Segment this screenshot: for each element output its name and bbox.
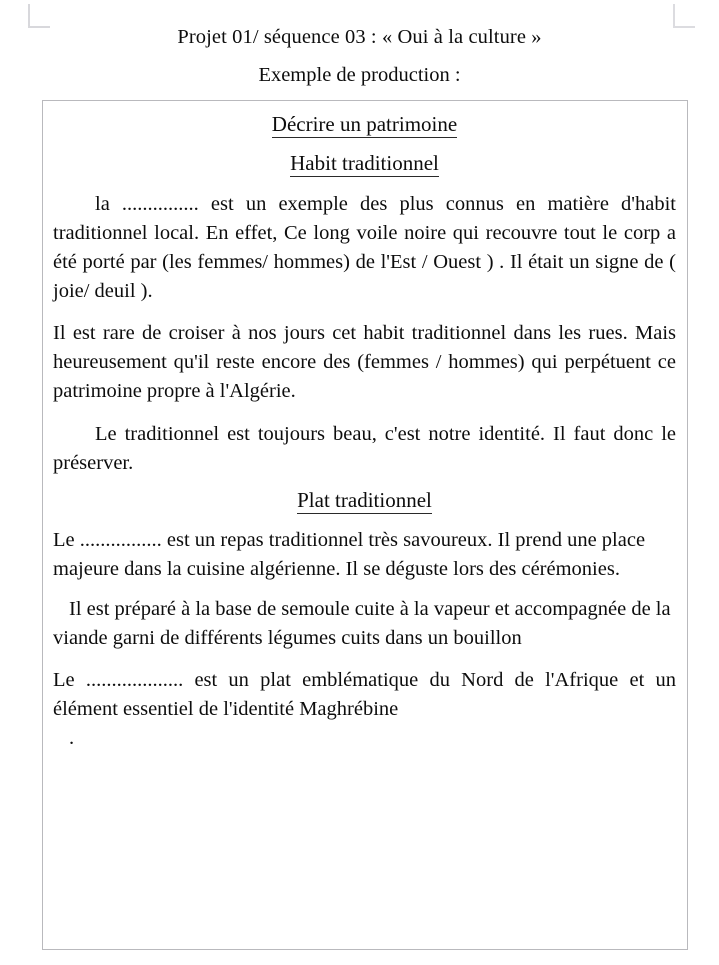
paragraph-plat-nord: Le ................... est un plat emblématique du Nord de l'Afrique et un élément essentiel de l'identité Maghrébine <box>53 668 676 720</box>
section-heading-habit <box>53 150 676 177</box>
page-header <box>0 0 719 87</box>
project-sequence-title: Projet 01/ séquence 03 : « Oui à la culture » <box>177 26 542 48</box>
paragraph-habit-intro: la ............... est un exemple des plus connus en matière d'habit traditionnel local. En effet, Ce long voile noire qui recouvre tout le corp a été porté par (les femmes/ hommes) de l'Est / Ouest ) . Il était un signe de ( joie/ deuil ). <box>53 192 676 302</box>
paragraph-plat-repas: Le ................ est un repas traditionnel très savoureux. Il prend une place majeure dans la cuisine algérienne. Il se déguste lors des cérémonies. <box>53 528 646 580</box>
section-heading-plat <box>53 487 676 514</box>
main-heading-text: Décrire un patrimoine <box>271 112 458 136</box>
section-heading-plat-text: Plat traditionnel <box>297 487 432 512</box>
paragraph-habit-beau: Le traditionnel est toujours beau, c'est notre identité. Il faut donc le préserver. <box>53 422 676 474</box>
main-heading <box>53 111 676 138</box>
paragraph-plat-prepare: Il est préparé à la base de semoule cuite à la vapeur et accompagnée de la viande garni de différents légumes cuits dans un bouillon <box>53 597 671 649</box>
paragraph-trailing-period: . <box>69 726 75 749</box>
paragraph-habit-rare: Il est rare de croiser à nos jours cet habit traditionnel dans les rues. Mais heureusement qu'il reste encore des (femmes / hommes) qui perpétuent ce patrimoine propre à l'Algérie. <box>53 321 676 402</box>
document-box <box>42 100 688 950</box>
section-heading-habit-text: Habit traditionnel <box>290 151 439 176</box>
example-production-label: Exemple de production : <box>258 64 461 86</box>
